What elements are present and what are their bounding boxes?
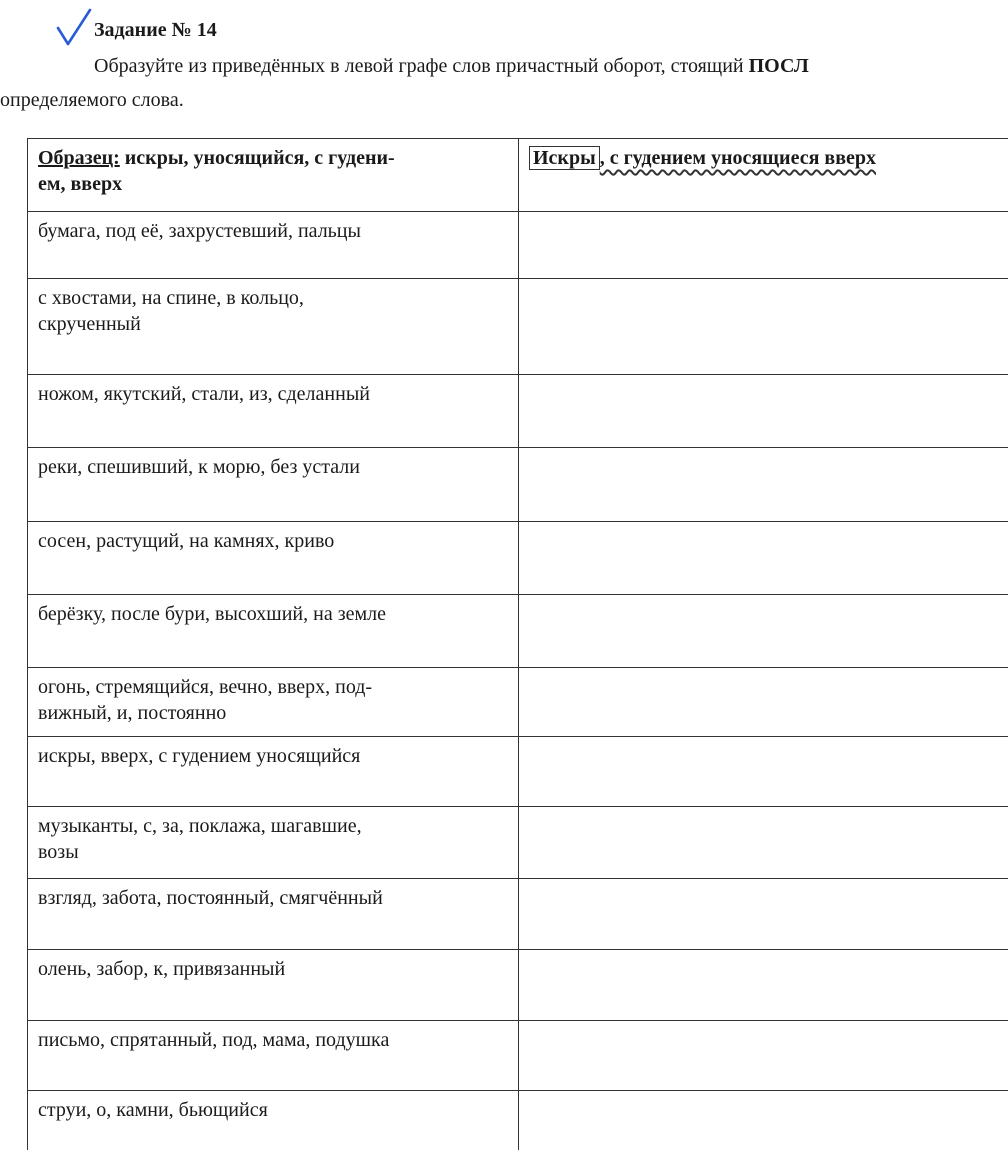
words-cell <box>28 950 519 1021</box>
answer-cell[interactable] <box>519 668 1008 737</box>
table-row <box>28 950 1008 1021</box>
words-line-1: с хвостами, на спине, в кольцо, <box>38 287 304 309</box>
answer-cell[interactable] <box>519 375 1008 448</box>
sample-answer-cell <box>519 139 1008 212</box>
answer-cell[interactable] <box>519 448 1008 522</box>
table-row <box>28 212 1008 279</box>
words-cell <box>28 668 519 737</box>
words-cell <box>28 879 519 950</box>
table-row <box>28 1091 1008 1150</box>
table-row <box>28 375 1008 448</box>
words-cell <box>28 212 519 279</box>
words-line-1: огонь, стремящийся, вечно, вверх, под- <box>38 676 373 698</box>
instruction-bold-word: ПОСЛ <box>748 55 809 77</box>
words-line-2: вижный, и, постоянно <box>38 702 227 724</box>
answer-cell[interactable] <box>519 879 1008 950</box>
words-line-1: струи, о, камни, бьющийся <box>38 1099 268 1121</box>
words-line-1: сосен, растущий, на камнях, криво <box>38 530 335 552</box>
sample-words-line-1: искры, уносящийся, с гудени- <box>124 147 395 169</box>
table-row <box>28 595 1008 668</box>
table-row <box>28 879 1008 950</box>
words-cell <box>28 448 519 522</box>
instruction-line-1: Образуйте из приведённых в левой графе слов причастный оборот, стоящий <box>94 55 744 77</box>
words-line-1: письмо, спрятанный, под, мама, подушка <box>38 1029 390 1051</box>
task-title: Задание № 14 <box>94 19 217 41</box>
words-line-1: бумага, под её, захрустевший, пальцы <box>38 220 361 242</box>
sample-cell <box>28 139 519 212</box>
words-cell <box>28 279 519 375</box>
defined-word-box: Искры <box>529 146 600 170</box>
answer-cell[interactable] <box>519 737 1008 807</box>
answer-cell[interactable] <box>519 595 1008 668</box>
words-cell <box>28 807 519 879</box>
words-cell <box>28 737 519 807</box>
table-row <box>28 279 1008 375</box>
table-row <box>28 522 1008 595</box>
sample-row <box>28 139 1008 212</box>
table-row <box>28 1021 1008 1091</box>
words-cell <box>28 595 519 668</box>
answer-cell[interactable] <box>519 212 1008 279</box>
sample-answer <box>529 146 876 170</box>
words-line-1: искры, вверх, с гудением уносящийся <box>38 745 361 767</box>
words-line-1: реки, спешивший, к морю, без устали <box>38 456 360 478</box>
words-cell <box>28 375 519 448</box>
words-cell <box>28 1021 519 1091</box>
table-row <box>28 668 1008 737</box>
words-line-1: ножом, якутский, стали, из, сделанный <box>38 383 370 405</box>
words-line-1: олень, забор, к, привязанный <box>38 958 286 980</box>
words-cell <box>28 522 519 595</box>
checkmark-icon <box>55 8 93 48</box>
answer-cell[interactable] <box>519 807 1008 879</box>
words-line-2: возы <box>38 841 79 863</box>
answer-cell[interactable] <box>519 1021 1008 1091</box>
task-instruction <box>94 55 809 78</box>
answer-cell[interactable] <box>519 522 1008 595</box>
exercise-table <box>27 138 1008 1150</box>
words-line-1: взгляд, забота, постоянный, смягчённый <box>38 887 383 909</box>
sample-words-line-2: ем, вверх <box>38 173 123 195</box>
words-line-1: берёзку, после бури, высохший, на земле <box>38 603 386 625</box>
instruction-line-2: определяемого слова. <box>0 89 184 111</box>
answer-cell[interactable] <box>519 279 1008 375</box>
table-row <box>28 807 1008 879</box>
table-row <box>28 448 1008 522</box>
answer-cell[interactable] <box>519 1091 1008 1150</box>
words-cell <box>28 1091 519 1150</box>
words-line-2: скрученный <box>38 313 141 335</box>
answer-cell[interactable] <box>519 950 1008 1021</box>
sample-label: Образец: <box>38 147 120 169</box>
participial-phrase: , с гудением уносящиеся вверх <box>599 147 876 169</box>
words-line-1: музыканты, с, за, поклажа, шагавшие, <box>38 815 362 837</box>
table-row <box>28 737 1008 807</box>
